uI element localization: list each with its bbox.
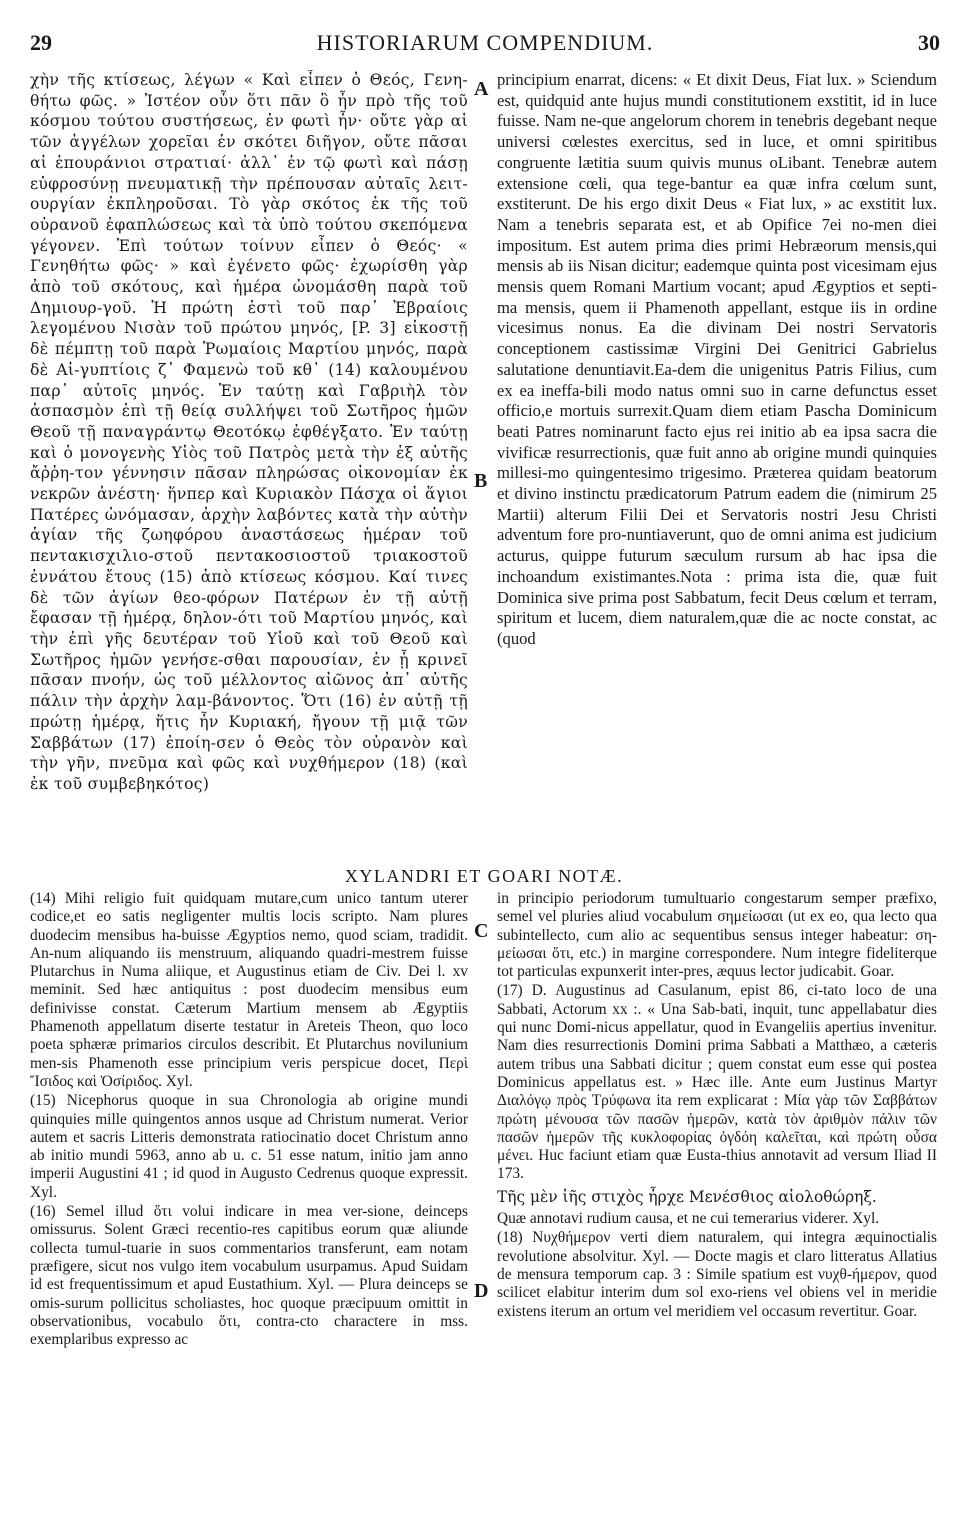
note-15: (15) Nicephorus quoque in sua Chronologia ab origine mundi quinquies mille quingentos annos usque ad Christum numerat. Verior autem et sacris Litteris demonstrata ratiocinatio docet Christum anno ab initio mundi 5963, anno ab u. c. 51 esse natum, initio jam anno imperii Augustini 41 ; id quod in Augusto Cedrenus quoque expressit. Xyl.	[30, 1092, 468, 1201]
note-18: (18) Νυχθήμερον verti diem naturalem, qui integra æquinoctialis revolutione absolvitur. Xyl. — Docte magis et claro litteratus Allatius de mensura temporum cap. 3 : Simile spatium est νυχθ-ήμερον, quod scilicet elabitur interim dum sol exo-riens vel obiens vel in meridie existens iterum an ortum vel meridiem vel occasum revertitur. Goar.	[497, 1229, 937, 1320]
margin-letter-b: B	[474, 470, 488, 492]
margin-letter-c: C	[474, 920, 489, 942]
latin-paragraph: principium enarrat, dicens: « Et dixit Deus, Fiat lux. » Sciendum est, quidquid ante hujus mundi constitutionem exstitit, id in luce fuisse. Nam ne-que angelorum chorem in tenebris degebant neque universi cœlestes exercitus, sed in luce, et omni spiritibus congruente lætitia suum quivis munus oLibant. Tenebræ autem extensione cœli, qua tege-bantur ea quæ infra cœlum sunt, exstiterunt. De his ergo dixit Deus « Fiat lux, » ac exstitit lux. Nam a tenebris separata est, et ab Opifice 7ei no-men diei impositum. Est autem prima dies primi Hebræorum mensis,qui mensis ab iis Nisan dicitur; eademque quinta post vicesimam ejus mensis quem Romani Martium vocant; apud Ægyptios et septi-ma mensis, quem ii Phamenoth appellant, estque iis in ordine vicesimus nonus. Ea die divinam Dei nostri Servatoris conceptionem castissimæ Virgini Dei Genitrici Gabrielus salutatione denuntiavit.Ea-dem die unigenitus Patris Filius, cum ex ea ineffa-bili modo natus omni suo in carne defunctus esset officio,e mortuis surrexit.Quam diem etiam Pascha Dominicum beati Patres nominarunt facto ejus rei initio ab ea ipsa sacra die vivificæ resurrectionis, quæ fuit anno ab origine mundi quinquies millesi-mo quingentesimo trigesimo. Præterea quidam beatorum et divino instinctu prædicatorum Patrum eadem die (nimirum 25 Martii) alterum Filii Dei et Servatoris nostri Jesu Christi adventum fore pro-nuntiaverunt, quo de omni anima est judicium acturus, quippe futurum sæculum rursum ab hac ipsa die inchoandum existimantes.Nota : prima ista die, quæ fuit Dominica sive prima post Sabbatum, fecit Deus cœlum et terram, spiritum et lucem, diem naturalem,quæ die ac nocte constat, ac (quod	[497, 70, 937, 648]
page-number-right: 30	[918, 30, 940, 55]
notes-right-column	[497, 890, 937, 1520]
greek-verse-quote: Τῆς μὲν ἰῆς στιχὸς ἦρχε Μενέσθιος αἰολοθώρηξ.	[497, 1187, 877, 1206]
margin-letter-d: D	[474, 1280, 489, 1302]
margin-letter-a: A	[474, 78, 489, 100]
running-title: HISTORIARUM COMPENDIUM.	[316, 30, 654, 55]
notes-heading: XYLANDRI ET GOARI NOTÆ.	[344, 866, 624, 886]
note-17: (17) D. Augustinus ad Casulanum, epist 86, ci-tato loco de una Sabbati, Actorum xx :. « Una Sab-bati, inquit, tunc appellabatur dies qui nunc Domi-nicus appellatur, quod in Evangeliis apertius invenitur. Nam dies resurrectionis Domini prima Sabbati a Matthæo, a cæteris autem tribus una Sabbati dicitur ; quem constat eum esse qui postea Dominicus appellatus est. » Hæc ille. Ante eum Justinus Martyr Διαλόγῳ πρὸς Τρύφωνα ita rem explicarat : Μία γὰρ τῶν Σαββάτων πρώτη μένουσα τῶν πασῶν ἡμερῶν, κατὰ τὸν ἀριθμὸν πάλιν τῶν πασῶν ἡμερῶν τῆς κυκλοφορίας ὀγδόη καλεῖται, καὶ πρώτη οὖσα μένει. Huc faciunt etiam quæ Eusta-thius annotavit ad versum Iliad II 173.	[497, 982, 937, 1183]
page-number-left: 29	[30, 30, 52, 55]
greek-text-column	[30, 70, 468, 866]
note-14: (14) Mihi religio fuit quidquam mutare,cum unico tantum uterer codice,et eo satis negligenter multis locis scripto. Nam plures duodecim mensibus ha-buisse Ægyptios nemo, quod sciam, tradidit. An-num aliquando iis menstruum, aliquando quadri-mestrem fuisse Plutarchus in Numa aliique, et Augustinus etiam de Civ. Dei l. xv meminit. Sed hæc antiquitus : post duodecim mensibus eum definivisse constat. Cæterum Martium mensem ab Ægyptiis Phamenoth appellatum diserte testatur in Areteis Theon, quo loco poeta sphæræ primarios circulos describit. Et Plutarchus novilunium men-sis Phamenoth esse principium veris perspicue docet, Περὶ Ἴσιδος καὶ Ὀσίριδος. Xyl.	[30, 890, 468, 1090]
note-16: (16) Semel illud ὅτι volui indicare in mea ver-sione, deinceps omissurus. Solent Græci recentio-res capitibus eorum quæ aliunde collecta tumul-tuarie in suos commentarios transferunt, eam notam præfigere, sicut nos vulgo item vocabulum usurpamus. Apud Suidam id est frequentissimum et apud Eustathium. Xyl. — Plura deinceps se omis-surum pollicitus scholiastes, hoc quoque præcipuum omittit in observationibus, vocabulo ὅτι, contra-cto charactere in mss. exemplaribus expresso ac	[30, 1203, 468, 1349]
notes-left-column	[30, 890, 468, 1520]
greek-paragraph: χὴν τῆς κτίσεως, λέγων « Καὶ εἶπεν ὁ Θεός, Γενη-θήτω φῶς. » Ἰστέον οὖν ὅτι πᾶν ὃ ἦν πρὸ τῆς τοῦ κόσμου τούτου συστήσεως, ἐν φωτὶ ἦν· οὔτε γὰρ αἱ τῶν ἀγγέλων χορεῖαι ἐν σκότει διῆγον, οὔτε πᾶσαι αἱ ἐπουράνιοι στρατιαί· ἀλλ᾽ ἐν τῷ φωτὶ καὶ πάσῃ εὐφροσύνῃ πνευματικῇ τὴν πρέπουσαν αὐταῖς λειτ-ουργίαν ἐκπληροῦσαι. Τὸ γὰρ σκότος ἐκ τῆς τοῦ οὐρανοῦ ἐφαπλώσεως καὶ τὰ ὑπὸ τούτου σκεπόμενα γέγονεν. Ἐπὶ τούτων τοίνυν εἶπεν ὁ Θεός· « Γενηθήτω φῶς· » καὶ ἐγένετο φῶς· ἐχωρίσθη γὰρ ἀπὸ τοῦ σκότους, καὶ ἡμέρα ὠνομάσθη παρὰ τοῦ Δημιουρ-γοῦ. Ἡ πρώτη ἐστὶ τοῦ παρ᾽ Ἑβραίοις λεγομένου Νισὰν τοῦ πρώτου μηνός, [P. 3] εἰκοστῇ δὲ πέμπτῃ τοῦ παρὰ Ῥωμαίοις Μαρτίου μηνός, παρὰ δὲ Αἰ-γυπτίοις ζ᾽ Φαμενὼ τοῦ κθ᾽ (14) καλουμένου παρ᾽ αὐτοῖς μηνός. Ἐν ταύτῃ καὶ Γαβριὴλ τὸν ἀσπασμὸν ἐπὶ τῇ θείᾳ συλλήψει τοῦ Σωτῆρος ἡμῶν Θεοῦ τῇ παναγράντῳ Θεοτόκῳ ἐφθέγξατο. Ἐν ταύτῃ καὶ ὁ μονογενὴς Υἱὸς τοῦ Πατρὸς μετὰ τὴν ἐξ αὐτῆς ἄῤῥη-τον γέννησιν πᾶσαν πληρώσας οἰκονομίαν ἐκ νεκρῶν ἀνέστη· ἥνπερ καὶ Κυριακὸν Πάσχα οἱ ἅγιοι Πατέρες ὠνόμασαν, ἀρχὴν λαβόντες κατὰ τὴν αὐτὴν ἁγίαν τῆς ζωηφόρου ἀναστάσεως ἡμέραν τοῦ πεντακισχιλιο-στοῦ πεντακοσιοστοῦ τριακοστοῦ ἐννάτου ἔτους (15) ἀπὸ κτίσεως κόσμου. Καί τινες δὲ τῶν ἁγίων θεο-φόρων Πατέρων ἐν τῇ αὐτῇ ἔφασαν τῇ ἡμέρᾳ, δηλον-ότι τοῦ Μαρτίου μηνός, καὶ τὴν ἐπὶ γῆς δευτέραν τοῦ Υἱοῦ καὶ τοῦ Θεοῦ καὶ Σωτῆρος ἡμῶν γενήσε-σθαι παρουσίαν, ἐν ᾗ κρινεῖ πᾶσαν πνοήν, ὡς τοῦ μέλλοντος αἰῶνος ἀπ᾽ αὐτῆς πάλιν τὴν ἀρχὴν λαμ-βάνοντος. Ὅτι (16) ἐν αὐτῇ τῇ πρώτῃ ἡμέρᾳ, ἥτις ἦν Κυριακή, ἤγουν τῇ μιᾷ τῶν Σαββάτων (17) ἐποίη-σεν ὁ Θεὸς τὸν οὐρανὸν καὶ τὴν γῆν, πνεῦμα καὶ φῶς καὶ νυχθήμερον (18) (καὶ ἐκ τοῦ συμβεβηκότος)	[30, 71, 468, 793]
latin-text-column	[497, 70, 937, 866]
note-16-continued: in principio periodorum tumultuario congestarum semper præfixo, semel vel pluries aliud vocabulum σημείωσαι (ut ex eo, qua lecto qua subintellecto, cum alio ac sequentibus sensus integer habeatur: ση-μείωσαι ὅτι, etc.) in margine correspondere. Num integre fideliterque tot particulas expunxerit inter-pres, æquus lector judicabit. Goar.	[497, 890, 937, 981]
note-17-end: Quæ annotavi rudium causa, et ne cui temerarius viderer. Xyl.	[497, 1210, 880, 1228]
running-header	[30, 30, 940, 58]
